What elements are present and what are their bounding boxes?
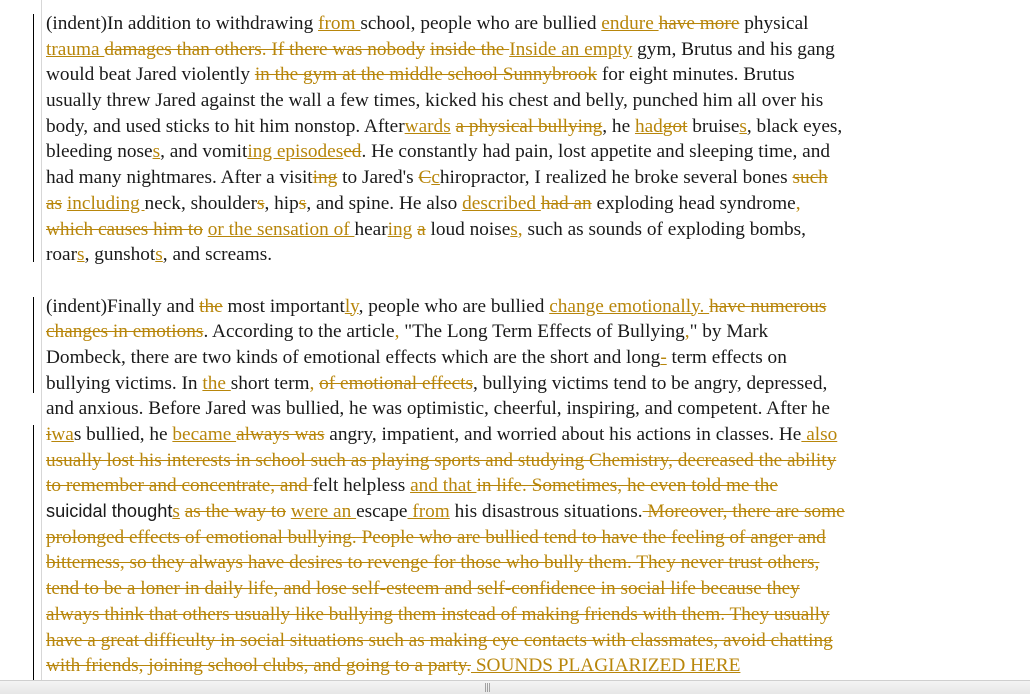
inserted-text[interactable]: s	[155, 244, 163, 266]
body-text[interactable]: had many nightmares. After a visit	[46, 167, 313, 189]
text-line[interactable]	[46, 62, 976, 88]
inserted-text[interactable]: had	[634, 115, 663, 137]
right-gutter	[975, 0, 1030, 694]
paragraph[interactable]	[46, 11, 976, 268]
inserted-text[interactable]: or the sensation of	[207, 218, 355, 240]
deleted-text[interactable]: ed	[343, 141, 362, 163]
deleted-text[interactable]: changes in emotions	[46, 321, 204, 343]
text-line[interactable]	[46, 88, 976, 114]
inserted-text[interactable]: s,	[510, 218, 523, 240]
body-text[interactable]: , black eyes,	[746, 115, 843, 137]
body-text[interactable]: Dombeck, there are two kinds of emotional effects which are the short and long	[46, 346, 661, 368]
deleted-text[interactable]: usually lost his interests in school such as playing sports and studying Chemistry, decreased the ability	[46, 449, 837, 471]
horizontal-resize-bar[interactable]	[0, 680, 1030, 694]
deleted-text[interactable]: C	[418, 167, 432, 189]
deleted-text[interactable]: as	[46, 192, 63, 214]
text-line[interactable]	[46, 473, 976, 499]
body-text[interactable]: his disastrous situations.	[449, 501, 643, 523]
text-line[interactable]	[46, 653, 976, 679]
text-line[interactable]	[46, 319, 976, 345]
body-text[interactable]: hiropractor, I realized he broke several bones	[439, 167, 793, 189]
deleted-text[interactable]: with friends, joining school clubs, and going to a party.	[46, 655, 472, 677]
change-bar	[33, 425, 34, 680]
change-bar	[33, 297, 34, 393]
inserted-text[interactable]: s	[77, 244, 85, 266]
text-line[interactable]	[46, 576, 976, 602]
text-line[interactable]	[46, 396, 976, 422]
deleted-text[interactable]: bitterness, so they always have desires to revenge for those who bully them. They never trust others,	[46, 552, 820, 574]
inserted-text[interactable]: also	[801, 424, 838, 445]
body-text[interactable]: to Jared's	[337, 167, 419, 189]
deleted-text[interactable]: as the way to	[184, 501, 286, 523]
body-text[interactable]: body, and used sticks to hit him nonstop. After	[46, 115, 405, 137]
text-line[interactable]	[46, 165, 976, 191]
inserted-text[interactable]: s	[152, 141, 161, 163]
body-text[interactable]: roar	[46, 244, 78, 266]
body-text[interactable]: escape	[356, 501, 408, 523]
body-text[interactable]: . He constantly had pain, lost appetite and sleeping time, and	[361, 141, 830, 163]
body-text[interactable]: , gunshot	[84, 244, 156, 266]
body-text[interactable]: for eight minutes. Brutus	[597, 64, 795, 86]
deleted-text[interactable]: which causes him to	[46, 218, 203, 240]
body-text[interactable]: felt helpless	[312, 475, 411, 497]
inserted-text[interactable]: ,	[684, 321, 690, 343]
text-line[interactable]	[46, 114, 976, 140]
deleted-text[interactable]: prolonged effects of emotional bullying. People who are bullied tend to have the feeling of anger and	[46, 526, 826, 548]
inserted-text[interactable]: -	[660, 346, 667, 368]
inserted-text[interactable]: from	[407, 501, 450, 523]
deleted-text[interactable]: have numerous	[709, 295, 827, 317]
body-text[interactable]: , people who are bullied	[358, 295, 550, 317]
text-line[interactable]	[46, 11, 976, 37]
inserted-text[interactable]: ,	[309, 372, 315, 394]
body-text[interactable]: gym, Brutus and his gang	[632, 38, 835, 60]
inserted-text[interactable]: c	[431, 167, 440, 189]
body-text[interactable]: , and screams.	[162, 244, 273, 266]
document-text-area[interactable]	[46, 11, 976, 679]
body-text[interactable]: (indent)Finally and	[46, 295, 200, 317]
inserted-text[interactable]: ing episodes	[247, 141, 344, 163]
inserted-text[interactable]: ing	[387, 218, 413, 240]
deleted-text[interactable]: always think that others usually like bullying them instead of making friends with them. They usually	[46, 603, 830, 625]
body-text[interactable]: short term	[230, 372, 310, 394]
body-text[interactable]: would beat Jared violently	[46, 64, 255, 86]
deleted-text[interactable]: s	[298, 192, 307, 214]
inserted-text[interactable]: trauma	[46, 38, 105, 60]
text-line[interactable]	[46, 191, 976, 217]
deleted-text[interactable]: in the gym at the middle school Sunnybrook	[254, 64, 598, 86]
deleted-text[interactable]: damages than others. If there was nobody	[104, 38, 426, 60]
text-line[interactable]	[46, 345, 976, 371]
inserted-text[interactable]: change emotionally.	[549, 295, 710, 317]
text-line[interactable]	[46, 550, 976, 576]
body-text[interactable]: exploding head syndrome	[591, 192, 796, 214]
deleted-text[interactable]: always was	[236, 424, 325, 445]
deleted-text[interactable]: i	[46, 424, 52, 445]
paragraph[interactable]	[46, 294, 976, 679]
inserted-text[interactable]: SOUNDS PLAGIARIZED HERE	[471, 655, 741, 677]
inserted-text[interactable]: ly	[344, 295, 359, 317]
body-text[interactable]: bruise	[687, 115, 740, 137]
deleted-text[interactable]: a	[417, 218, 426, 240]
body-text[interactable]: , hip	[264, 192, 299, 214]
deleted-text[interactable]: s	[257, 192, 265, 214]
inserted-text[interactable]: s	[172, 501, 180, 523]
deleted-text[interactable]: got	[662, 115, 688, 137]
body-text[interactable]: usually threw Jared against the wall a few times, kicked his chest and belly, punched him all over his	[46, 90, 824, 112]
inserted-text[interactable]: s	[739, 115, 747, 137]
deleted-text[interactable]: a physical bullying	[455, 115, 603, 137]
text-line[interactable]	[46, 628, 976, 654]
text-line[interactable]	[46, 499, 976, 525]
text-line[interactable]	[46, 422, 976, 448]
body-text[interactable]: , and spine. He also	[306, 192, 463, 214]
text-line[interactable]	[46, 371, 976, 397]
deleted-text[interactable]: Moreover, there are some	[642, 501, 845, 523]
deleted-text[interactable]: have a great difficulty in social situations such as making eye contacts with classmates, avoid chatting	[46, 629, 833, 651]
body-text[interactable]: (indent)In addition to withdrawing	[46, 13, 319, 34]
body-text[interactable]: term effects on	[666, 346, 787, 368]
body-text[interactable]: " by Mark	[689, 321, 769, 343]
inserted-text[interactable]: Inside an empty	[509, 38, 633, 60]
inserted-text[interactable]: and that	[410, 475, 477, 497]
body-text[interactable]: most important	[222, 295, 345, 317]
deleted-text[interactable]: inside the	[429, 38, 510, 60]
inserted-text[interactable]: the	[202, 372, 231, 394]
text-line[interactable]	[46, 448, 976, 474]
body-text-sans[interactable]: suicidal thought	[46, 501, 173, 522]
body-text[interactable]: bleeding nose	[46, 141, 153, 163]
text-line[interactable]	[46, 37, 976, 63]
inserted-text[interactable]: became	[172, 424, 237, 445]
deleted-text[interactable]: in life. Sometimes, he even told me the	[476, 475, 778, 497]
text-line[interactable]	[46, 139, 976, 165]
resize-grip-icon[interactable]: |||	[484, 683, 491, 693]
deleted-text[interactable]: to remember and concentrate, and	[46, 475, 313, 497]
deleted-text[interactable]: the	[199, 295, 223, 317]
body-text[interactable]: , he	[602, 115, 635, 137]
body-text[interactable]: bullying victims. In	[46, 372, 203, 394]
body-text[interactable]: . According to the article	[203, 321, 395, 343]
body-text[interactable]: angry, impatient, and worried about his actions in classes. He	[324, 424, 802, 445]
inserted-text[interactable]: wards	[404, 115, 451, 137]
body-text[interactable]: "The Long Term Effects of Bullying	[399, 321, 685, 343]
page-margin-line	[41, 0, 42, 694]
deleted-text[interactable]: had an	[540, 192, 592, 214]
deleted-text[interactable]: of emotional effects	[319, 372, 473, 394]
text-line[interactable]	[46, 525, 976, 551]
inserted-text[interactable]: were an	[290, 501, 357, 523]
deleted-text[interactable]: have more	[658, 13, 740, 34]
inserted-text[interactable]: endure	[601, 13, 659, 34]
body-text[interactable]: , and vomit	[160, 141, 248, 163]
inserted-text[interactable]: wa	[51, 424, 74, 445]
change-bar	[33, 14, 34, 262]
inserted-text[interactable]: from	[318, 13, 361, 34]
inserted-text[interactable]: described	[462, 192, 541, 214]
body-text[interactable]: , bullying victims tend to be angry, depressed,	[473, 372, 828, 394]
deleted-text[interactable]: tend to be a loner in daily life, and lose self-esteem and self-confidence in social life because they	[46, 578, 800, 600]
text-line[interactable]	[46, 294, 976, 320]
deleted-text[interactable]: such	[792, 167, 828, 189]
deleted-text[interactable]: ing	[312, 167, 338, 189]
text-line[interactable]	[46, 602, 976, 628]
body-text[interactable]: hear	[354, 218, 388, 240]
body-text[interactable]: school, people who are bullied	[360, 13, 602, 34]
body-text[interactable]: neck, shoulder	[144, 192, 257, 214]
text-line[interactable]	[46, 217, 976, 243]
text-line[interactable]	[46, 242, 976, 268]
inserted-text[interactable]: including	[66, 192, 145, 214]
body-text[interactable]: and anxious. Before Jared was bullied, he was optimistic, cheerful, inspiring, and competent. After he	[46, 398, 830, 420]
body-text[interactable]: loud noise	[425, 218, 511, 240]
inserted-text[interactable]: ,	[394, 321, 400, 343]
body-text[interactable]: such as sounds of exploding bombs,	[522, 218, 806, 240]
body-text[interactable]: physical	[739, 13, 809, 34]
inserted-text[interactable]: ,	[795, 192, 801, 214]
body-text[interactable]: s bullied, he	[73, 424, 173, 445]
